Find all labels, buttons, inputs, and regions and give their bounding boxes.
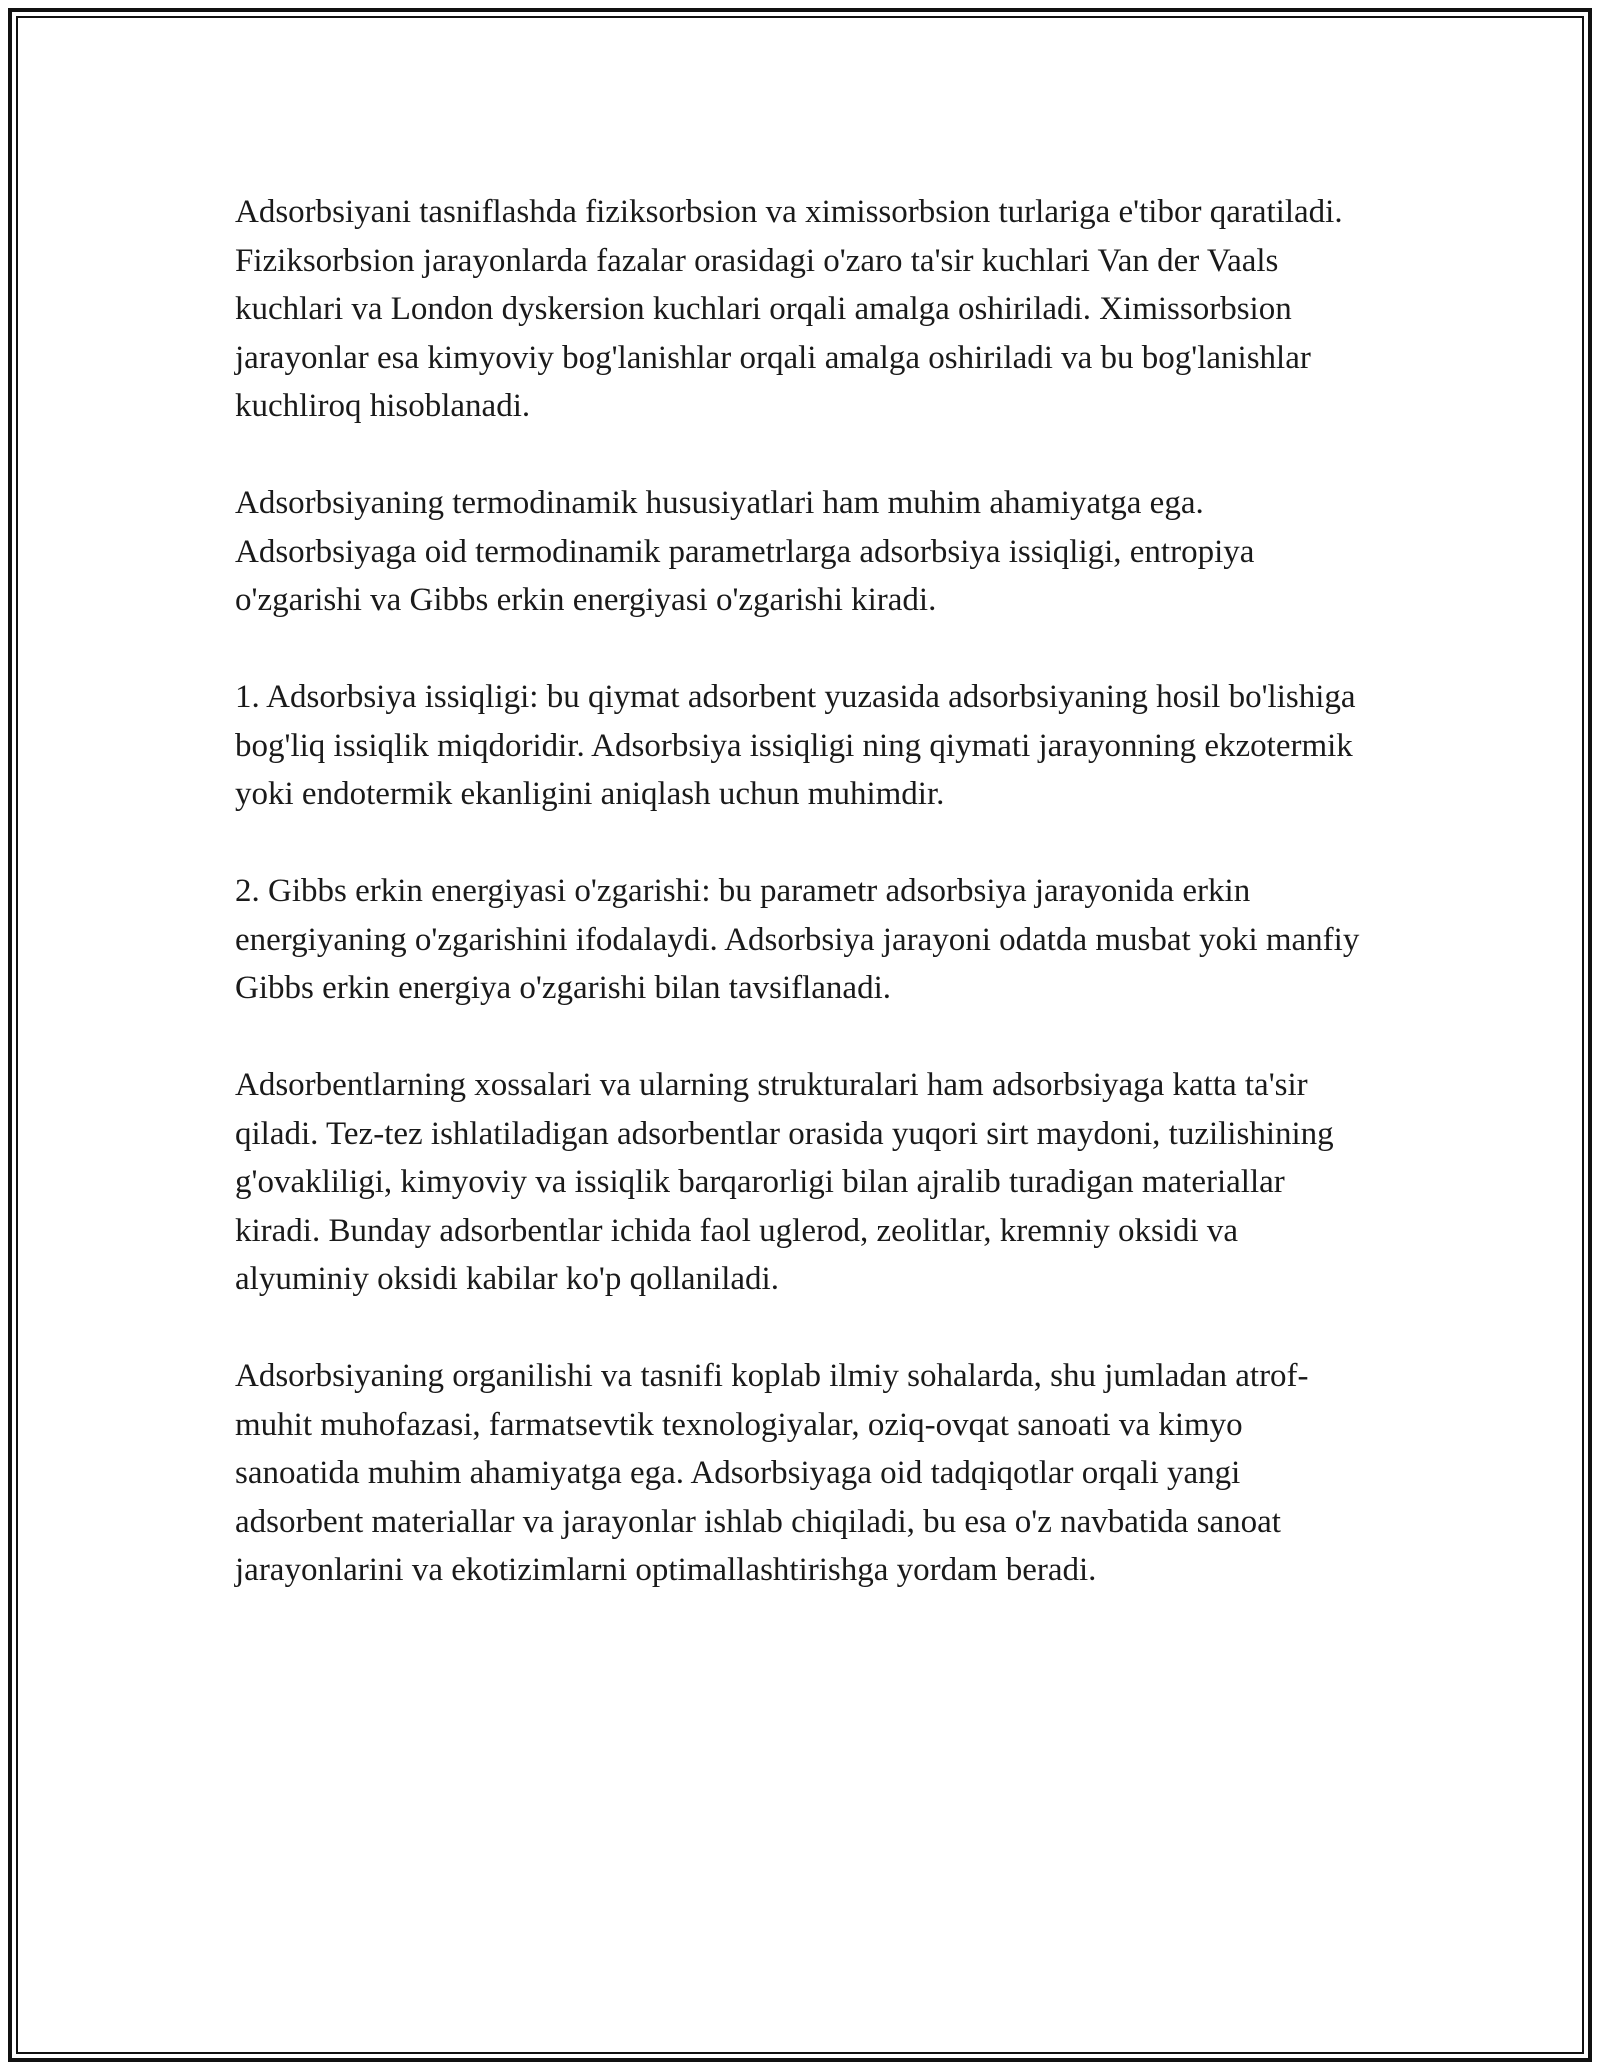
paragraph-adsorption-applications: Adsorbsiyaning organilishi va tasnifi koplab ilmiy sohalarda, shu jumladan atrof-muhit muhofazasi, farmatsevtik texnologiyalar, oziq-ovqat sanoati va kimyo sanoatida muhim ahamiyatga ega. Adsorbsiyaga oid tadqiqotlar orqali yangi adsorbent materiallar va jarayonlar ishlab chiqiladi, bu esa o'z navbatida sanoat jarayonlarini va ekotizimlarni optimallashtirishga yordam beradi. xyxy=(235,1358,1309,1588)
paragraph-thermodynamic-properties: Adsorbsiyaning termodinamik hususiyatlari ham muhim ahamiyatga ega. Adsorbsiyaga oid termodinamik parametrlarga adsorbsiya issiqligi, entropiya o'zgarishi va Gibbs erkin energiyasi o'zgarishi kiradi. xyxy=(235,485,1255,618)
paragraph-adsorbent-properties: Adsorbentlarning xossalari va ularning strukturalari ham adsorbsiyaga katta ta'sir qiladi. Tez-tez ishlatiladigan adsorbentlar orasida yuqori sirt maydoni, tuzilishining g'ovakliligi, kimyoviy va issiqlik barqarorligi bilan ajralib turadigan materiallar kiradi. Bunday adsorbentlar ichida faol uglerod, zeolitlar, kremniy oksidi va alyuminiy oksidi kabilar ko'p qollaniladi. xyxy=(235,1067,1334,1297)
document-body xyxy=(235,188,1375,1643)
paragraph-gibbs-energy: 2. Gibbs erkin energiyasi o'zgarishi: bu parametr adsorbsiya jarayonida erkin energiyaning o'zgarishini ifodalaydi. Adsorbsiya jarayoni odatda musbat yoki manfiy Gibbs erkin energiya o'zgarishi bilan tavsiflanadi. xyxy=(235,873,1360,1006)
paragraph-adsorption-classification: Adsorbsiyani tasniflashda fiziksorbsion va ximissorbsion turlariga e'tibor qaratiladi. Fiziksorbsion jarayonlarda fazalar orasidagi o'zaro ta'sir kuchlari Van der Vaals kuchlari va London dyskersion kuchlari orqali amalga oshiriladi. Ximissorbsion jarayonlar esa kimyoviy bog'lanishlar orqali amalga oshiriladi va bu bog'lanishlar kuchliroq hisoblanadi. xyxy=(235,194,1343,424)
paragraph-adsorption-heat: 1. Adsorbsiya issiqligi: bu qiymat adsorbent yuzasida adsorbsiyaning hosil bo'lishiga bog'liq issiqlik miqdoridir. Adsorbsiya issiqligi ning qiymati jarayonning ekzotermik yoki endotermik ekanligini aniqlash uchun muhimdir. xyxy=(235,679,1356,812)
